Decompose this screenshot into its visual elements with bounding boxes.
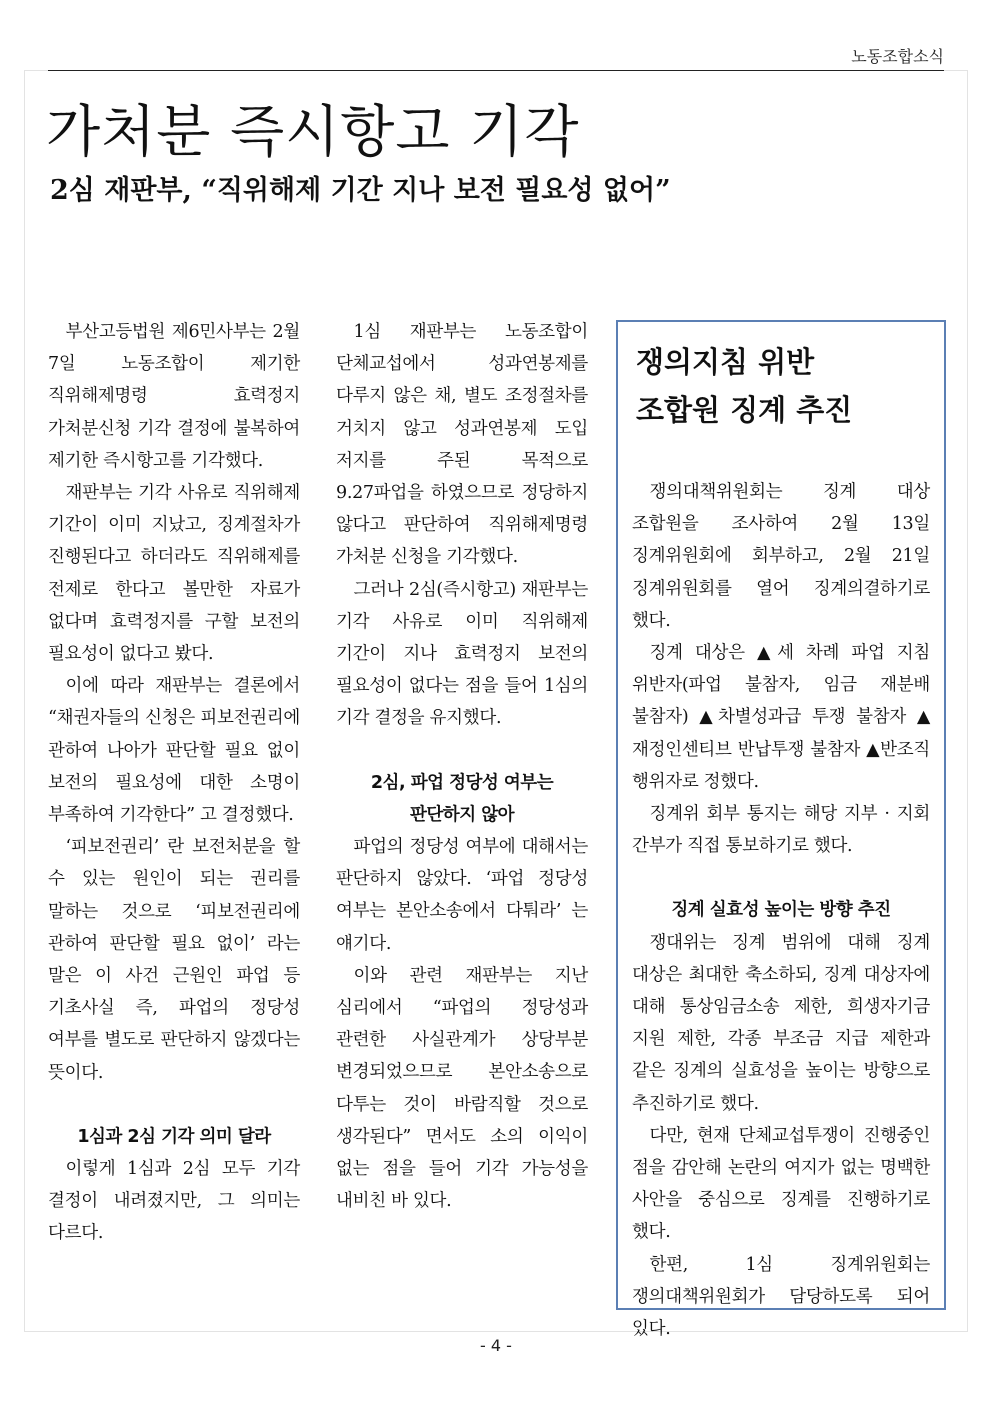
paragraph: 쟁대위는 징계 범위에 대해 징계 대상은 최대한 축소하되, 징계 대상자에 대해 통상임금소송 제한, 희생자기금 지원 제한, 각종 부조금 지급 제한과 같은 징계의 실효성을 높이는 방향으로 추진하기로 했다. [632, 932, 930, 1114]
paragraph: 쟁의대책위원회는 징계 대상 조합원을 조사하여 2월 13일 징계위원회에 회부하고, 2월 21일 징계위원회를 열어 징계의결하기로 했다. [632, 482, 930, 631]
page-number: - 4 - [480, 1336, 512, 1355]
paragraph: 징계 대상은 ▲세 차례 파업 지침 위반자(파업 불참자, 임금 재분배 불참자) ▲차별성과급 투쟁 불참자 ▲재정인센티브 반납투쟁 불참자 ▲반조직 행위자로 정했다. [632, 643, 930, 792]
article-column-2 [336, 316, 588, 1217]
article-column-1 [48, 316, 300, 1250]
headline: 가처분 즉시항고 기각 [46, 100, 580, 165]
sidebar-title-line-1: 쟁의지침 위반 [636, 345, 815, 379]
sidebar-body [632, 476, 930, 1345]
paragraph: 이와 관련 재판부는 지난 심리에서 “파업의 정당성과 관련한 사실관계가 상당부분 변경되었으므로 본안소송으로 다투는 것이 바람직할 것으로 생각된다” 면서도 소의 이익이 없는 점을 들어 기각 가능성을 내비친 바 있다. [336, 965, 588, 1212]
paragraph: 한편, 1심 징계위원회는 쟁의대책위원회가 담당하도록 되어 있다. [632, 1254, 930, 1340]
paragraph: 파업의 정당성 여부에 대해서는 판단하지 않았다. ‘파업 정당성 여부는 본안소송에서 다퉈라’ 는 얘기다. [336, 837, 588, 954]
paragraph: 재판부는 기각 사유로 직위해제 기간이 이미 지났고, 징계절차가 진행된다고 하더라도 직위해제를 전제로 한다고 볼만한 자료가 없다며 효력정지를 구할 보전의 필요성이 없다고 봤다. [48, 483, 300, 665]
paragraph: 그러나 2심(즉시항고) 재판부는 기각 사유로 이미 직위해제 기간이 지나 효력정지 보전의 필요성이 없다는 점을 들어 1심의 기각 결정을 유지했다. [336, 579, 588, 729]
sidebar-box [616, 320, 946, 1340]
subheadline: 2심 재판부, “직위해제 기간 지나 보전 필요성 없어” [50, 175, 671, 206]
section-label: 노동조합소식 [851, 47, 944, 66]
paragraph: 이에 따라 재판부는 결론에서 “채권자들의 신청은 피보전권리에 관하여 나아가 판단할 필요 없이 보전의 필요성에 대한 소명이 부족하여 기각한다” 고 결정했다. [48, 676, 300, 826]
sidebar-title-line-2: 조합원 징계 추진 [636, 393, 853, 427]
section-title: 1심과 2심 기각 의미 달라 [77, 1126, 271, 1147]
paragraph: ‘피보전권리’ 란 보전처분을 할 수 있는 원인이 되는 권리를 말하는 것으로 ‘피보전권리에 관하여 판단할 필요 없이’ 라는 말은 이 사건 근원인 파업 등 기초사실 즉, 파업의 정당성 여부를 별도로 판단하지 않겠다는 뜻이다. [48, 837, 300, 1083]
header-rule [48, 70, 944, 71]
paragraph: 다만, 현재 단체교섭투쟁이 진행중인 점을 감안해 논란의 여지가 없는 명백한 사안을 중심으로 징계를 진행하기로 했다. [632, 1125, 930, 1243]
section-title: 징계 실효성 높이는 방향 추진 [671, 900, 891, 921]
paragraph: 징계위 회부 통지는 해당 지부 · 지회 간부가 직접 통보하기로 했다. [632, 804, 930, 857]
paragraph: 1심 재판부는 노동조합이 단체교섭에서 성과연봉제를 다루지 않은 채, 별도 조정절차를 거치지 않고 성과연봉제 도입 저지를 주된 목적으로 9.27파업을 하였으므로 정당하지 않다고 판단하여 직위해제명령 가처분 신청을 기각했다. [336, 322, 588, 568]
section-title: 2심, 파업 정당성 여부는 판단하지 않아 [370, 772, 554, 825]
paragraph: 이렇게 1심과 2심 모두 기각 결정이 내려졌지만, 그 의미는 다르다. [48, 1159, 300, 1244]
paragraph: 부산고등법원 제6민사부는 2월 7일 노동조합이 제기한 직위해제명령 효력정지 가처분신청 기각 결정에 불복하여 제기한 즉시항고를 기각했다. [48, 322, 300, 471]
